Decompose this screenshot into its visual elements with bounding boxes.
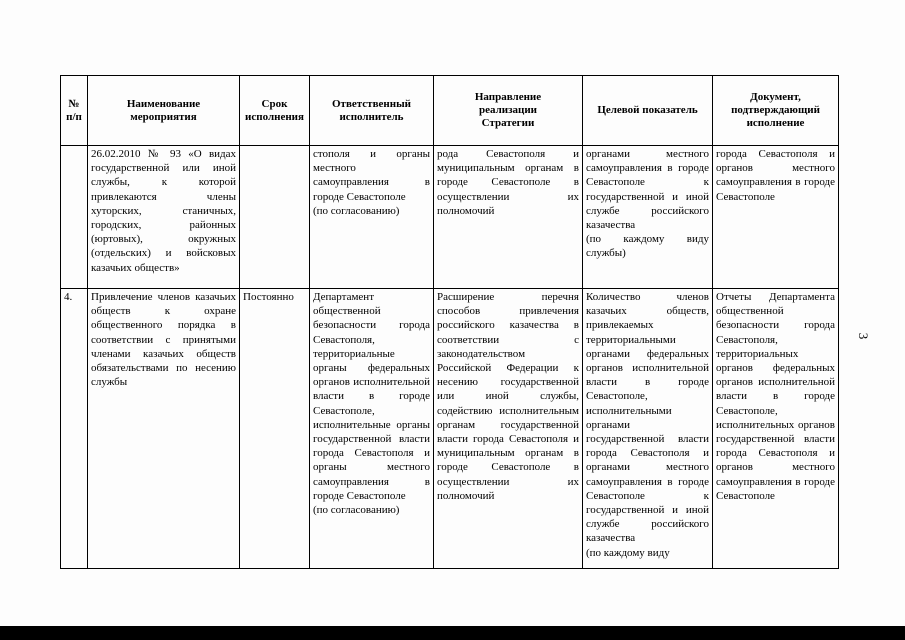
cell-term — [240, 146, 310, 289]
cell-term: Постоянно — [240, 289, 310, 569]
table-row — [61, 146, 839, 289]
cell-name: Привлечение членов казачьих обществ к охране общественного порядка в соответствии с принятыми членами казачьих обществ обязательствами по несению службы — [88, 289, 240, 569]
scan-border — [0, 626, 905, 640]
page-number: 3 — [856, 332, 871, 340]
header-indicator: Целевой показатель — [583, 76, 713, 146]
cell-num: 4. — [61, 289, 88, 569]
cell-direction: рода Севастополя и муниципальным органам в городе Севастополе в осуществлении их полномочий — [434, 146, 583, 289]
header-num: № п/п — [61, 76, 88, 146]
table-row — [61, 289, 839, 569]
cell-executor: Департамент общественной безопасности города Севастополя, территориальные органы федеральных органов исполнительной власти в городе Севастополе, исполнительные органы государственной власти города Севастополя и органы местного самоуправления в городе Севастополе (по согласованию) — [310, 289, 434, 569]
cell-document: Отчеты Департамента общественной безопасности города Севастополя, территориальных органов федеральных органов исполнительной власти в городе Севастополе, исполнительных органов государственной власти города Севастополя и органов местного самоуправления в городе Севастополе — [713, 289, 839, 569]
header-executor: Ответственный исполнитель — [310, 76, 434, 146]
table-header-row — [61, 76, 839, 146]
cell-executor: стополя и органы местного самоуправления в городе Севастополе (по согласованию) — [310, 146, 434, 289]
cell-num — [61, 146, 88, 289]
cell-document: города Севастополя и органов местного самоуправления в городе Севастополе — [713, 146, 839, 289]
header-name: Наименование мероприятия — [88, 76, 240, 146]
header-term: Срок исполнения — [240, 76, 310, 146]
cell-indicator: органами местного самоуправления в городе Севастополе к государственной и иной службе российского казачества (по каждому виду службы) — [583, 146, 713, 289]
cell-indicator: Количество членов казачьих обществ, привлекаемых территориальными органами федеральных органов исполнительной власти в городе Севастополе, исполнительными органами государственной власти города Севастополя и органами местного самоуправления в городе Севастополе к государственной и иной службе российского казачества (по каждому виду — [583, 289, 713, 569]
cell-direction: Расширение перечня способов привлечения российского казачества в соответствии с законодательством Российской Федерации к несению государственной или иной службы, содействию исполнительным органам государственной власти города Севастополя и муниципальным органам в городе Севастополе в осуществлении их полномочий — [434, 289, 583, 569]
cell-name: 26.02.2010 № 93 «О видах государственной или иной службы, к которой привлекаются члены хуторских, станичных, городских, районных (юртовых), окружных (отдельских) и войсковых казачьих обществ» — [88, 146, 240, 289]
measures-table — [60, 75, 839, 569]
header-direction: Направление реализации Стратегии — [434, 76, 583, 146]
header-document: Документ, подтверждающий исполнение — [713, 76, 839, 146]
